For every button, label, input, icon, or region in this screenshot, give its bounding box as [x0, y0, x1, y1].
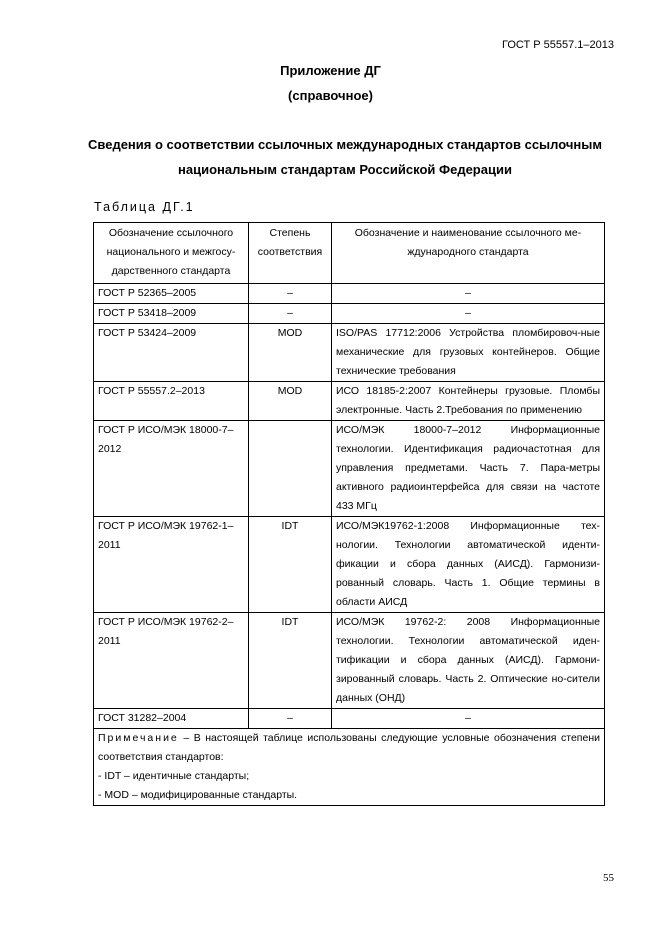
- national-standard-cell: ГОСТ Р ИСО/МЭК 18000-7–2012: [94, 421, 249, 517]
- degree-cell: –: [249, 709, 332, 729]
- table-row: [94, 324, 605, 382]
- international-standard-cell: ИСО/МЭК 18000-7–2012 Информационные технологии. Идентификация радиочастотная для управления предметами. Часть 7. Пара-метры активного радиоинтерфейса для связи на частоте 433 МГц: [332, 421, 605, 517]
- column-header-national: Обозначение ссылочного национального и межгосу-дарственного стандарта: [94, 223, 249, 284]
- national-standard-cell: ГОСТ Р ИСО/МЭК 19762-2–2011: [94, 613, 249, 709]
- note-label: Примечание: [98, 732, 179, 744]
- appendix-subtitle: (справочное): [288, 88, 373, 103]
- national-standard-cell: ГОСТ 31282–2004: [94, 709, 249, 729]
- table-header-row: [94, 223, 605, 284]
- degree-cell: MOD: [249, 324, 332, 382]
- degree-cell: MOD: [249, 382, 332, 421]
- column-header-international: Обозначение и наименование ссылочного ме-ждународного стандарта: [332, 223, 605, 284]
- table-row: [94, 284, 605, 304]
- international-standard-cell: ISO/PAS 17712:2006 Устройства пломбировоч-ные механические для грузовых контейнеров. Общие технические требования: [332, 324, 605, 382]
- note-text: – В настоящей таблице использованы следующие условные обозначения степени соответствия стандартов:: [98, 732, 600, 763]
- degree-cell: –: [249, 304, 332, 324]
- note-paragraph: [98, 729, 600, 767]
- table-row: [94, 421, 605, 517]
- note-item-idt: - IDT – идентичные стандарты;: [98, 770, 250, 782]
- table-row: [94, 382, 605, 421]
- table-row: [94, 613, 605, 709]
- table-note-row: [94, 729, 605, 806]
- national-standard-cell: ГОСТ Р 52365–2005: [94, 284, 249, 304]
- national-standard-cell: ГОСТ Р 53424–2009: [94, 324, 249, 382]
- degree-cell: –: [249, 284, 332, 304]
- table-note: [94, 729, 605, 806]
- column-header-degree: Степень соответствия: [249, 223, 332, 284]
- note-item-mod: - MOD – модифицированные стандарты.: [98, 789, 298, 801]
- appendix-title: Приложение ДГ: [280, 63, 381, 78]
- table-caption: Таблица ДГ.1: [94, 200, 195, 214]
- national-standard-cell: ГОСТ Р ИСО/МЭК 19762-1–2011: [94, 517, 249, 613]
- international-standard-cell: –: [332, 304, 605, 324]
- correspondence-table: [93, 222, 605, 806]
- section-heading: Сведения о соответствии ссылочных международных стандартов ссылочным национальным стандартам Российской Федерации: [88, 137, 602, 177]
- document-code: ГОСТ Р 55557.1–2013: [502, 39, 614, 51]
- international-standard-cell: ИСО/МЭК 19762-2: 2008 Информационные технологии. Технологии автоматической иден-тификации и сбора данных (АИСД). Гармони-зированный словарь. Часть 2. Оптические но-сители данных (ОНД): [332, 613, 605, 709]
- table-row: [94, 304, 605, 324]
- international-standard-cell: ИСО 18185-2:2007 Контейнеры грузовые. Пломбы электронные. Часть 2.Требования по применению: [332, 382, 605, 421]
- international-standard-cell: –: [332, 709, 605, 729]
- degree-cell: IDT: [249, 517, 332, 613]
- international-standard-cell: –: [332, 284, 605, 304]
- international-standard-cell: ИСО/МЭК19762-1:2008 Информационные тех-нологии. Технологии автоматической иденти-фикации и сбора данных (АИСД). Гармонизи-рованный словарь. Часть 1. Общие термины в области АИСД: [332, 517, 605, 613]
- page-number: 55: [603, 872, 614, 884]
- table-row: [94, 709, 605, 729]
- degree-cell: [249, 421, 332, 517]
- national-standard-cell: ГОСТ Р 55557.2–2013: [94, 382, 249, 421]
- table-row: [94, 517, 605, 613]
- degree-cell: IDT: [249, 613, 332, 709]
- national-standard-cell: ГОСТ Р 53418–2009: [94, 304, 249, 324]
